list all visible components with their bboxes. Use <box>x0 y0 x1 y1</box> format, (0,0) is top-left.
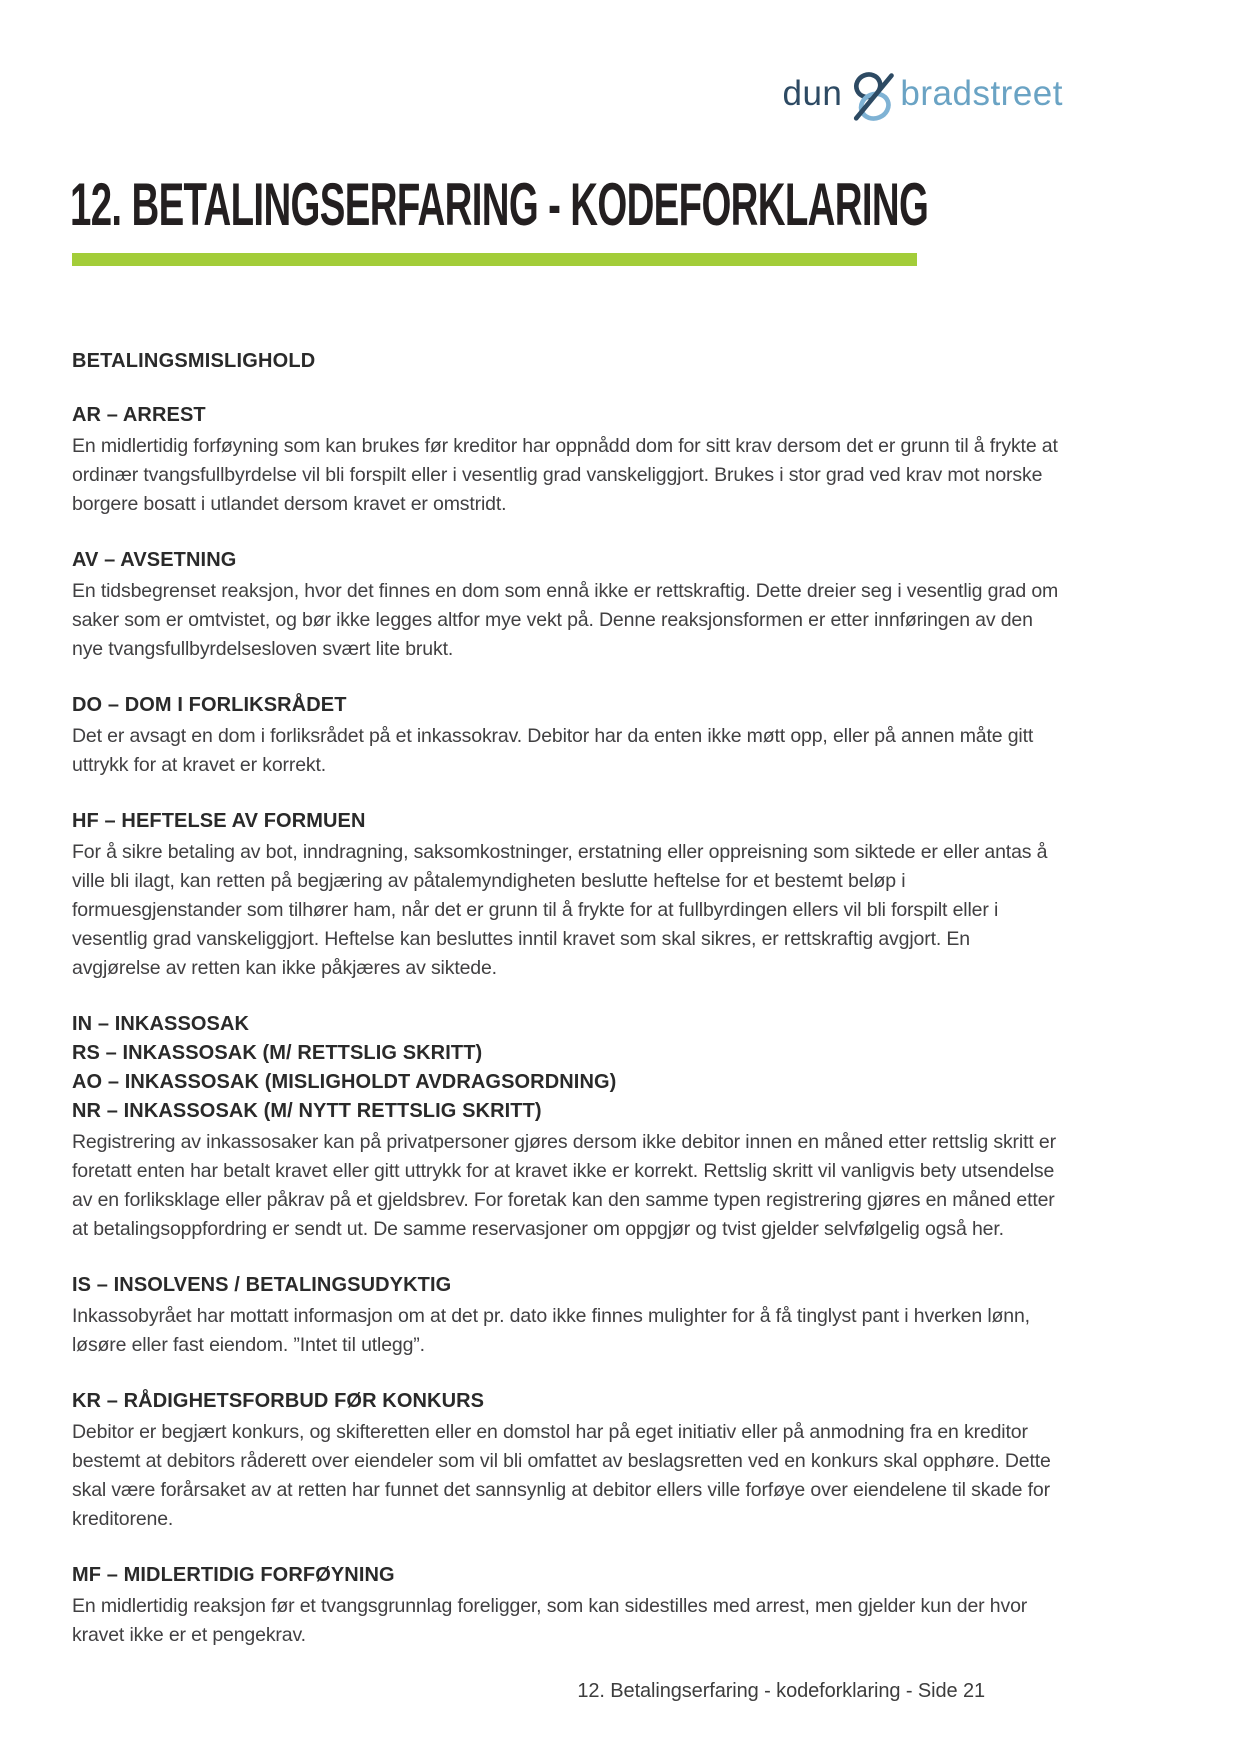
section-body: For å sikre betaling av bot, inndragning, saksomkostninger, erstatning eller oppreisning som siktede er eller antas å ville bli ilagt, kan retten på begjæring av påtalemyndigheten beslutte heftelse for et bestemt beløp i formuesgjenstander som tilhører ham, når det er grunn til å frykte for at fullbyrdingen ellers vil bli forspilt eller i vesentlig grad vanskeliggjort. Heftelse kan besluttes inntil kravet som skal sikres, er rettskraftig avgjort. En avgjørelse av retten kan ikke påkjæres av siktede. <box>72 841 1048 979</box>
section-code-heading: AO – INKASSOSAK (MISLIGHOLDT AVDRAGSORDNING) <box>72 1071 617 1093</box>
section-kr <box>72 1387 1062 1534</box>
group-heading: BETALINGSMISLIGHOLD <box>72 350 316 372</box>
section-hf <box>72 807 1062 983</box>
page-title: 12. BETALINGSERFARING - KODEFORKLARING <box>70 171 929 238</box>
page-footer: 12. Betalingserfaring - kodeforklaring - Side 21 <box>577 1680 985 1702</box>
section-code-heading: RS – INKASSOSAK (M/ RETTSLIG SKRITT) <box>72 1042 483 1064</box>
section-body: En midlertidig forføyning som kan brukes før kreditor har oppnådd dom for sitt krav dersom det er grunn til å frykte at ordinær tvangsfullbyrdelse vil bli forspilt eller i vesentlig grad vanskeliggjort. Brukes i stor grad ved krav mot norske borgere bosatt i utlandet dersom kravet er omstridt. <box>72 435 1058 515</box>
title-accent-bar <box>72 253 917 266</box>
section-av <box>72 546 1062 664</box>
section-body: Det er avsagt en dom i forliksrådet på et inkassokrav. Debitor har da enten ikke møtt opp, eller på annen måte gitt uttrykk for at kravet er korrekt. <box>72 725 1034 776</box>
section-body: Inkassobyrået har mottatt informasjon om at det pr. dato ikke finnes mulighter for å få tinglyst pant i hverken lønn, løsøre eller fast eiendom. ”Intet til utlegg”. <box>72 1305 1030 1356</box>
section-code-heading: IN – INKASSOSAK <box>72 1013 250 1035</box>
dun-bradstreet-logo <box>783 66 1064 122</box>
section-inkasso <box>72 1010 1062 1244</box>
section-body: Debitor er begjært konkurs, og skifteretten eller en domstol har på eget initiativ eller på anmodning fra en kreditor bestemt at debitors råderett over eiendeler som vil bli omfattet av beslagsretten ved en konkurs skal opphøre. Dette skal være forårsaket av at retten har funnet det sannsynlig at debitor ellers ville forføye over eiendelene til skade for kreditorene. <box>72 1421 1051 1530</box>
section-code-heading: AR – ARREST <box>72 404 206 426</box>
section-is <box>72 1271 1062 1360</box>
logo-text-dun: dun <box>782 74 843 113</box>
section-body: En tidsbegrenset reaksjon, hvor det finnes en dom som ennå ikke er rettskraftig. Dette dreier seg i vesentlig grad om saker som er omtvistet, og bør ikke legges altfor mye vekt på. Denne reaksjonsformen er etter innføringen av den nye tvangsfullbyrdelsesloven svært lite brukt. <box>72 580 1059 660</box>
section-code-heading: AV – AVSETNING <box>72 549 237 571</box>
section-mf <box>72 1561 1062 1650</box>
section-body: En midlertidig reaksjon før et tvangsgrunnlag foreligger, som kan sidestilles med arrest, men gjelder kun der hvor kravet ikke er et pengekrav. <box>72 1595 1028 1646</box>
section-code-heading: DO – DOM I FORLIKSRÅDET <box>72 694 347 716</box>
section-code-heading: IS – INSOLVENS / BETALINGSUDYKTIG <box>72 1274 452 1296</box>
section-code-heading: MF – MIDLERTIDIG FORFØYNING <box>72 1564 395 1586</box>
section-body: Registrering av inkassosaker kan på privatpersoner gjøres dersom ikke debitor innen en måned etter rettslig skritt er foretatt enten har betalt kravet eller gitt uttrykk for at kravet ikke er korrekt. Rettslig skritt vil vanligvis bety utsendelse av en forliksklage eller påkrav på et gjeldsbrev. For foretak kan den samme typen registrering gjøres en måned etter at betalingsoppfordring er sendt ut. De samme reservasjoner om oppgjør og tvist gjelder selvfølgelig også her. <box>72 1131 1056 1240</box>
section-do <box>72 691 1062 780</box>
logo-text-bradstreet: bradstreet <box>900 74 1063 113</box>
content-column <box>72 348 1062 1650</box>
section-ar <box>72 401 1062 519</box>
section-code-heading: HF – HEFTELSE AV FORMUEN <box>72 810 366 832</box>
ampersand-icon <box>846 68 898 124</box>
section-code-heading: NR – INKASSOSAK (M/ NYTT RETTSLIG SKRITT) <box>72 1100 542 1122</box>
section-code-heading: KR – RÅDIGHETSFORBUD FØR KONKURS <box>72 1390 485 1412</box>
